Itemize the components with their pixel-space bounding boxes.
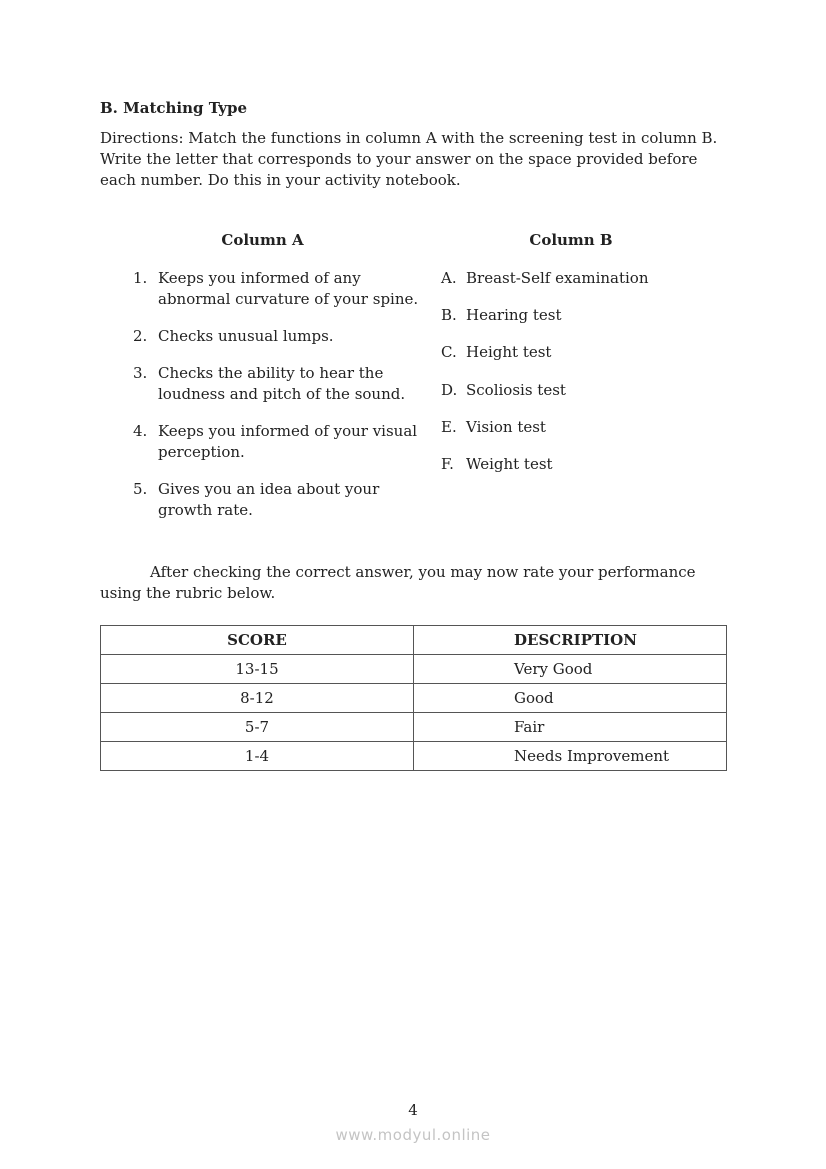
item-letter: B. [441,306,457,324]
item-letter: F. [441,455,454,473]
directions: Directions: Match the functions in column A with the screening test in column B. Write the letter that corresponds to your answer on the space provided before each number. Do this in your activity notebook. [100,129,718,189]
item-letter: D. [441,381,458,399]
description-cell: Fair [414,713,727,742]
column-a-item [133,326,423,347]
score-cell: 5-7 [101,713,414,742]
item-number: 1. [133,269,148,287]
score-header: SCORE [101,626,414,655]
table-row [101,713,727,742]
column-a-item [133,268,423,310]
score-cell: 1-4 [101,742,414,771]
description-cell: Very Good [414,655,727,684]
item-text: Hearing test [466,306,562,324]
rubric-table [100,625,727,771]
table-row [101,655,727,684]
item-text: Gives you an idea about your growth rate. [158,480,380,519]
column-a-header: Column A [221,231,304,249]
column-b-item [441,380,566,401]
page-number: 4 [408,1101,418,1119]
item-letter: A. [441,269,457,287]
item-text: Breast-Self examination [466,269,649,287]
watermark: www.modyul.online [335,1126,491,1144]
table-row [101,742,727,771]
column-b-item [441,305,562,326]
section-title: B. Matching Type [100,99,247,117]
item-number: 5. [133,480,148,498]
column-b-item [441,454,553,475]
table-row [101,684,727,713]
item-text: Height test [466,343,552,361]
item-number: 4. [133,422,148,440]
item-text: Checks unusual lumps. [158,327,334,345]
item-text: Checks the ability to hear the loudness and pitch of the sound. [158,364,406,403]
rubric-intro: After checking the correct answer, you may now rate your performance using the rubric below. [100,563,696,602]
item-number: 3. [133,364,148,382]
table-header-row [101,626,727,655]
item-letter: C. [441,343,457,361]
item-text: Scoliosis test [466,381,566,399]
item-letter: E. [441,418,457,436]
score-cell: 13-15 [101,655,414,684]
column-a-item [133,479,423,521]
column-a-item [133,421,423,463]
description-cell: Needs Improvement [414,742,727,771]
column-b-item [441,417,546,438]
description-header: DESCRIPTION [414,626,727,655]
column-b-header: Column B [529,231,613,249]
item-text: Vision test [466,418,546,436]
item-text: Weight test [466,455,553,473]
item-text: Keeps you informed of your visual perception. [158,422,418,461]
item-number: 2. [133,327,148,345]
description-cell: Good [414,684,727,713]
score-cell: 8-12 [101,684,414,713]
column-a-item [133,363,423,405]
column-b-item [441,342,551,363]
column-b-item [441,268,649,289]
item-text: Keeps you informed of any abnormal curvature of your spine. [158,269,419,308]
